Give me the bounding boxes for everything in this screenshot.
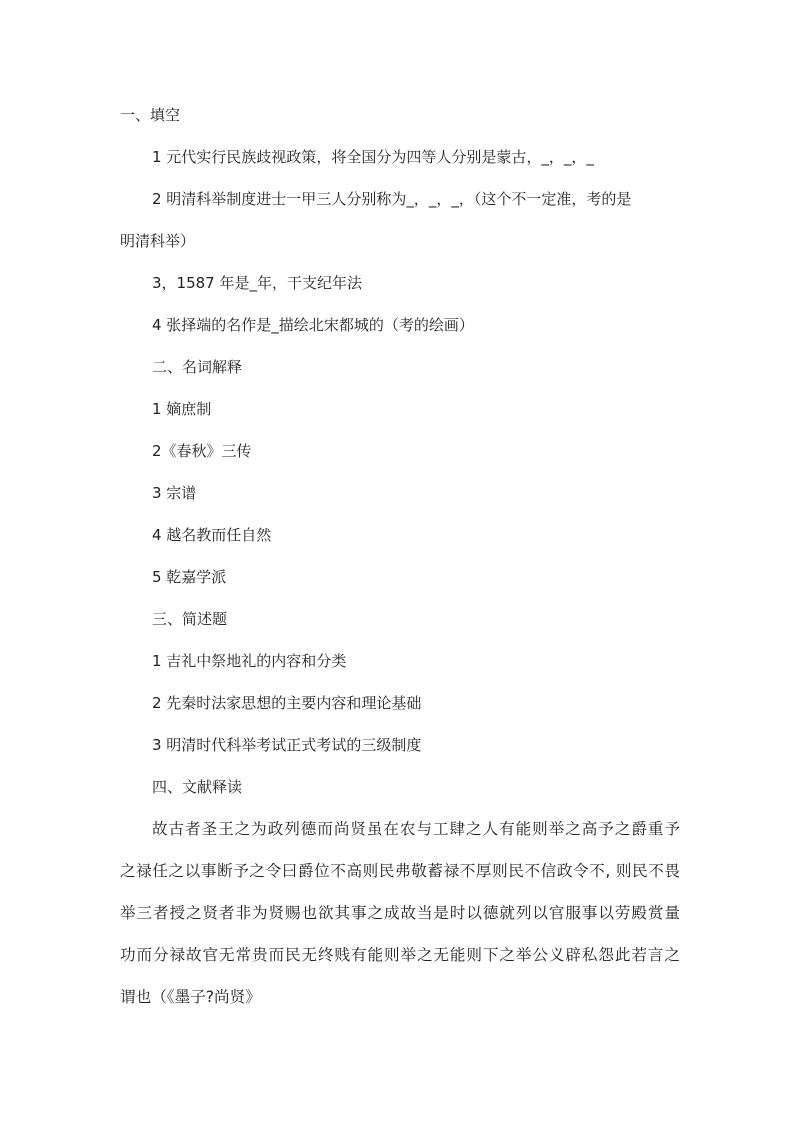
reading-line: 之禄任之以事断予之令曰爵位不高则民弗敬蓄禄不厚则民不信政令不, 则民不畏 <box>120 862 680 880</box>
question-2-line-2: 明清科举） <box>120 232 196 250</box>
question-3: 3，1587 年是_年，干支纪年法 <box>152 274 362 292</box>
section-heading-short-answer: 三、简述题 <box>152 610 228 628</box>
term-item: 4 越名教而任自然 <box>152 526 272 544</box>
reading-line: 谓也（《墨子?尚贤》 <box>120 988 261 1006</box>
section-heading-fill-blank: 一、填空 <box>120 106 181 124</box>
term-item: 1 嫡庶制 <box>152 400 212 418</box>
section-heading-reading: 四、文献释读 <box>152 778 243 796</box>
document-page <box>120 104 680 1028</box>
reading-line: 故古者圣王之为政列德而尚贤虽在农与工肆之人有能则举之高予之爵重予 <box>152 820 680 838</box>
reading-line: 举三者授之贤者非为贤赐也欲其事之成故当是时以德就列以官服事以劳殿赏量 <box>120 904 680 922</box>
term-item: 2《春秋》三传 <box>152 442 252 460</box>
question-1: 1 元代实行民族歧视政策，将全国分为四等人分别是蒙古，_，_，_ <box>152 148 594 166</box>
question-4: 4 张择端的名作是_描绘北宋都城的（考的绘画） <box>152 316 474 334</box>
short-answer-item: 1 吉礼中祭地礼的内容和分类 <box>152 652 347 670</box>
question-2-line-1: 2 明清科举制度进士一甲三人分别称为_，_，_，（这个不一定准，考的是 <box>152 190 632 208</box>
section-heading-terms: 二、名词解释 <box>152 358 243 376</box>
reading-line: 功而分禄故官无常贵而民无终贱有能则举之无能则下之举公义辟私怨此若言之 <box>120 946 680 964</box>
short-answer-item: 3 明清时代科举考试正式考试的三级制度 <box>152 736 422 754</box>
short-answer-item: 2 先秦时法家思想的主要内容和理论基础 <box>152 694 422 712</box>
term-item: 5 乾嘉学派 <box>152 568 227 586</box>
term-item: 3 宗谱 <box>152 484 197 502</box>
